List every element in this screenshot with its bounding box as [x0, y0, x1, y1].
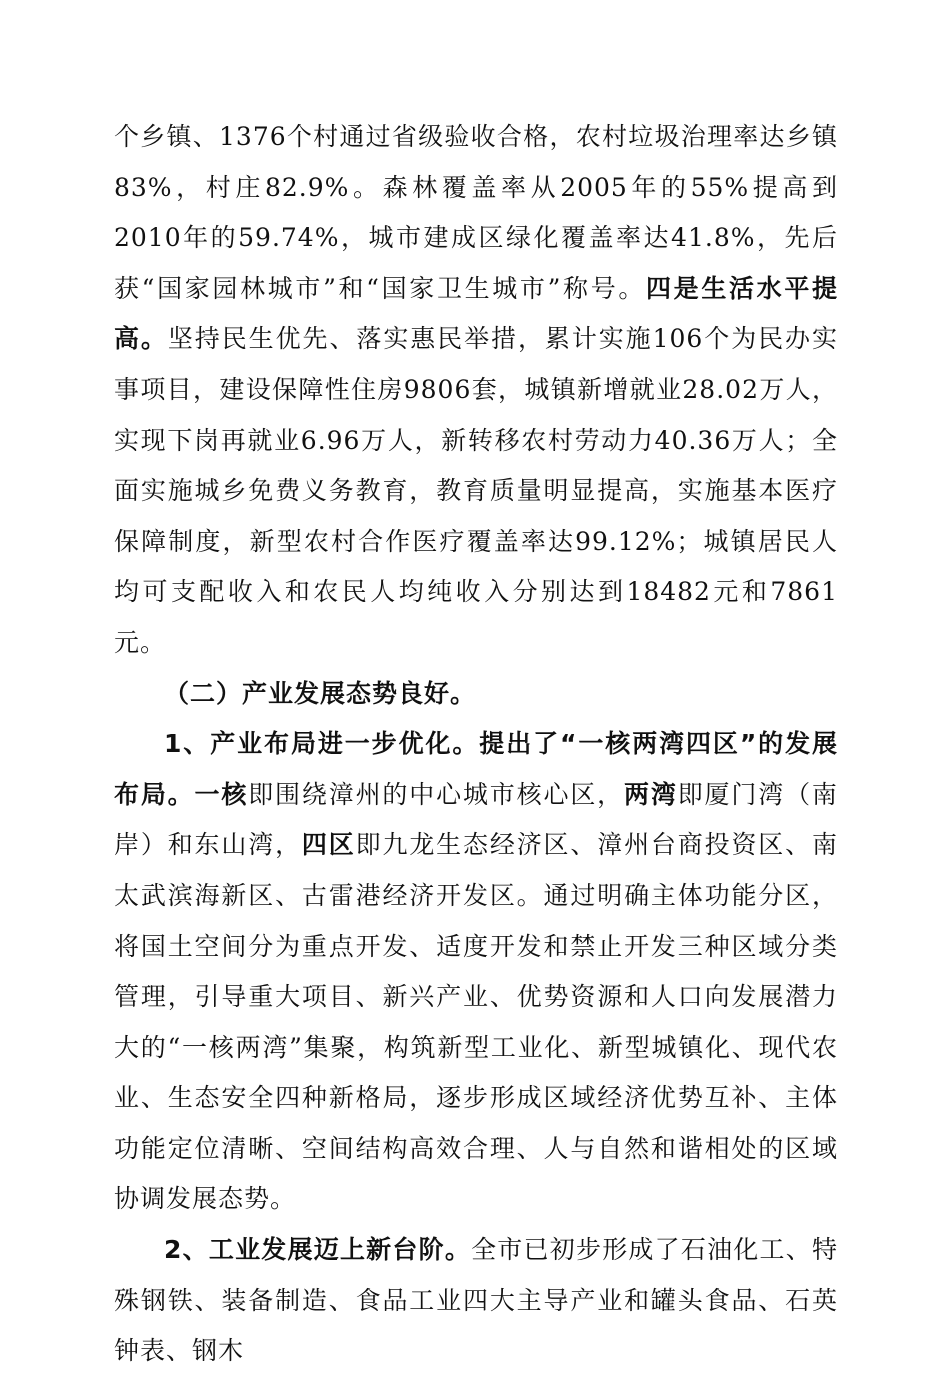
- document-body: [114, 112, 838, 1377]
- paragraph-text: 个乡镇、1376个村通过省级验收合格，农村垃圾治理率达乡镇83%，村庄82.9%。森林覆盖率从2005年的55%提高到2010年的59.74%，城市建成区绿化覆盖率达41.8%，先后获“国家园林城市”和“国家卫生城市”称号。: [114, 122, 838, 303]
- paragraph-text: 坚持民生优先、落实惠民举措，累计实施106个为民办实事项目，建设保障性住房9806套，城镇新增就业28.02万人，实现下岗再就业6.96万人，新转移农村劳动力40.36万人；全面实施城乡免费义务教育，教育质量明显提高，实施基本医疗保障制度，新型农村合作医疗覆盖率达99.12%；城镇居民人均可支配收入和农民人均纯收入分别达到18482元和7861元。: [114, 324, 838, 657]
- section-heading: （二）产业发展态势良好。: [164, 678, 477, 708]
- bold-term-zones: 四区: [301, 830, 356, 860]
- paragraph-text: 即厦门湾（南岸）和东山湾，: [114, 779, 838, 860]
- paragraph-industrial-layout: [114, 719, 838, 1225]
- bold-phrase: 2、工业发展迈上新台阶。: [164, 1235, 472, 1265]
- bold-phrase: 1、产业布局进一步优化。提出了“一核两湾四区”的发展布局。: [114, 729, 838, 809]
- paragraph-text: 即围绕漳州的中心城市核心区，: [248, 779, 625, 809]
- bold-phrase: 四是生活水平提高。: [114, 273, 838, 354]
- paragraph-industry-development: [114, 1225, 838, 1377]
- paragraph-text: 即九龙生态经济区、漳州台商投资区、南太武滨海新区、古雷港经济开发区。通过明确主体功能分区，将国土空间分为重点开发、适度开发和禁止开发三种区域分类管理，引导重大项目、新兴产业、优势资源和人口向发展潜力大的“一核两湾”集聚，构筑新型工业化、新型城镇化、现代农业、生态安全四种新格局，逐步形成区域经济优势互补、主体功能定位清晰、空间结构高效合理、人与自然和谐相处的区域协调发展态势。: [114, 830, 838, 1214]
- paragraph-living-standards: [114, 112, 838, 669]
- paragraph-text: 全市已初步形成了石油化工、特殊钢铁、装备制造、食品工业四大主导产业和罐头食品、石英钟表、钢木: [114, 1235, 838, 1366]
- bold-term-core: 一核: [194, 779, 249, 809]
- bold-term-bays: 两湾: [624, 779, 678, 809]
